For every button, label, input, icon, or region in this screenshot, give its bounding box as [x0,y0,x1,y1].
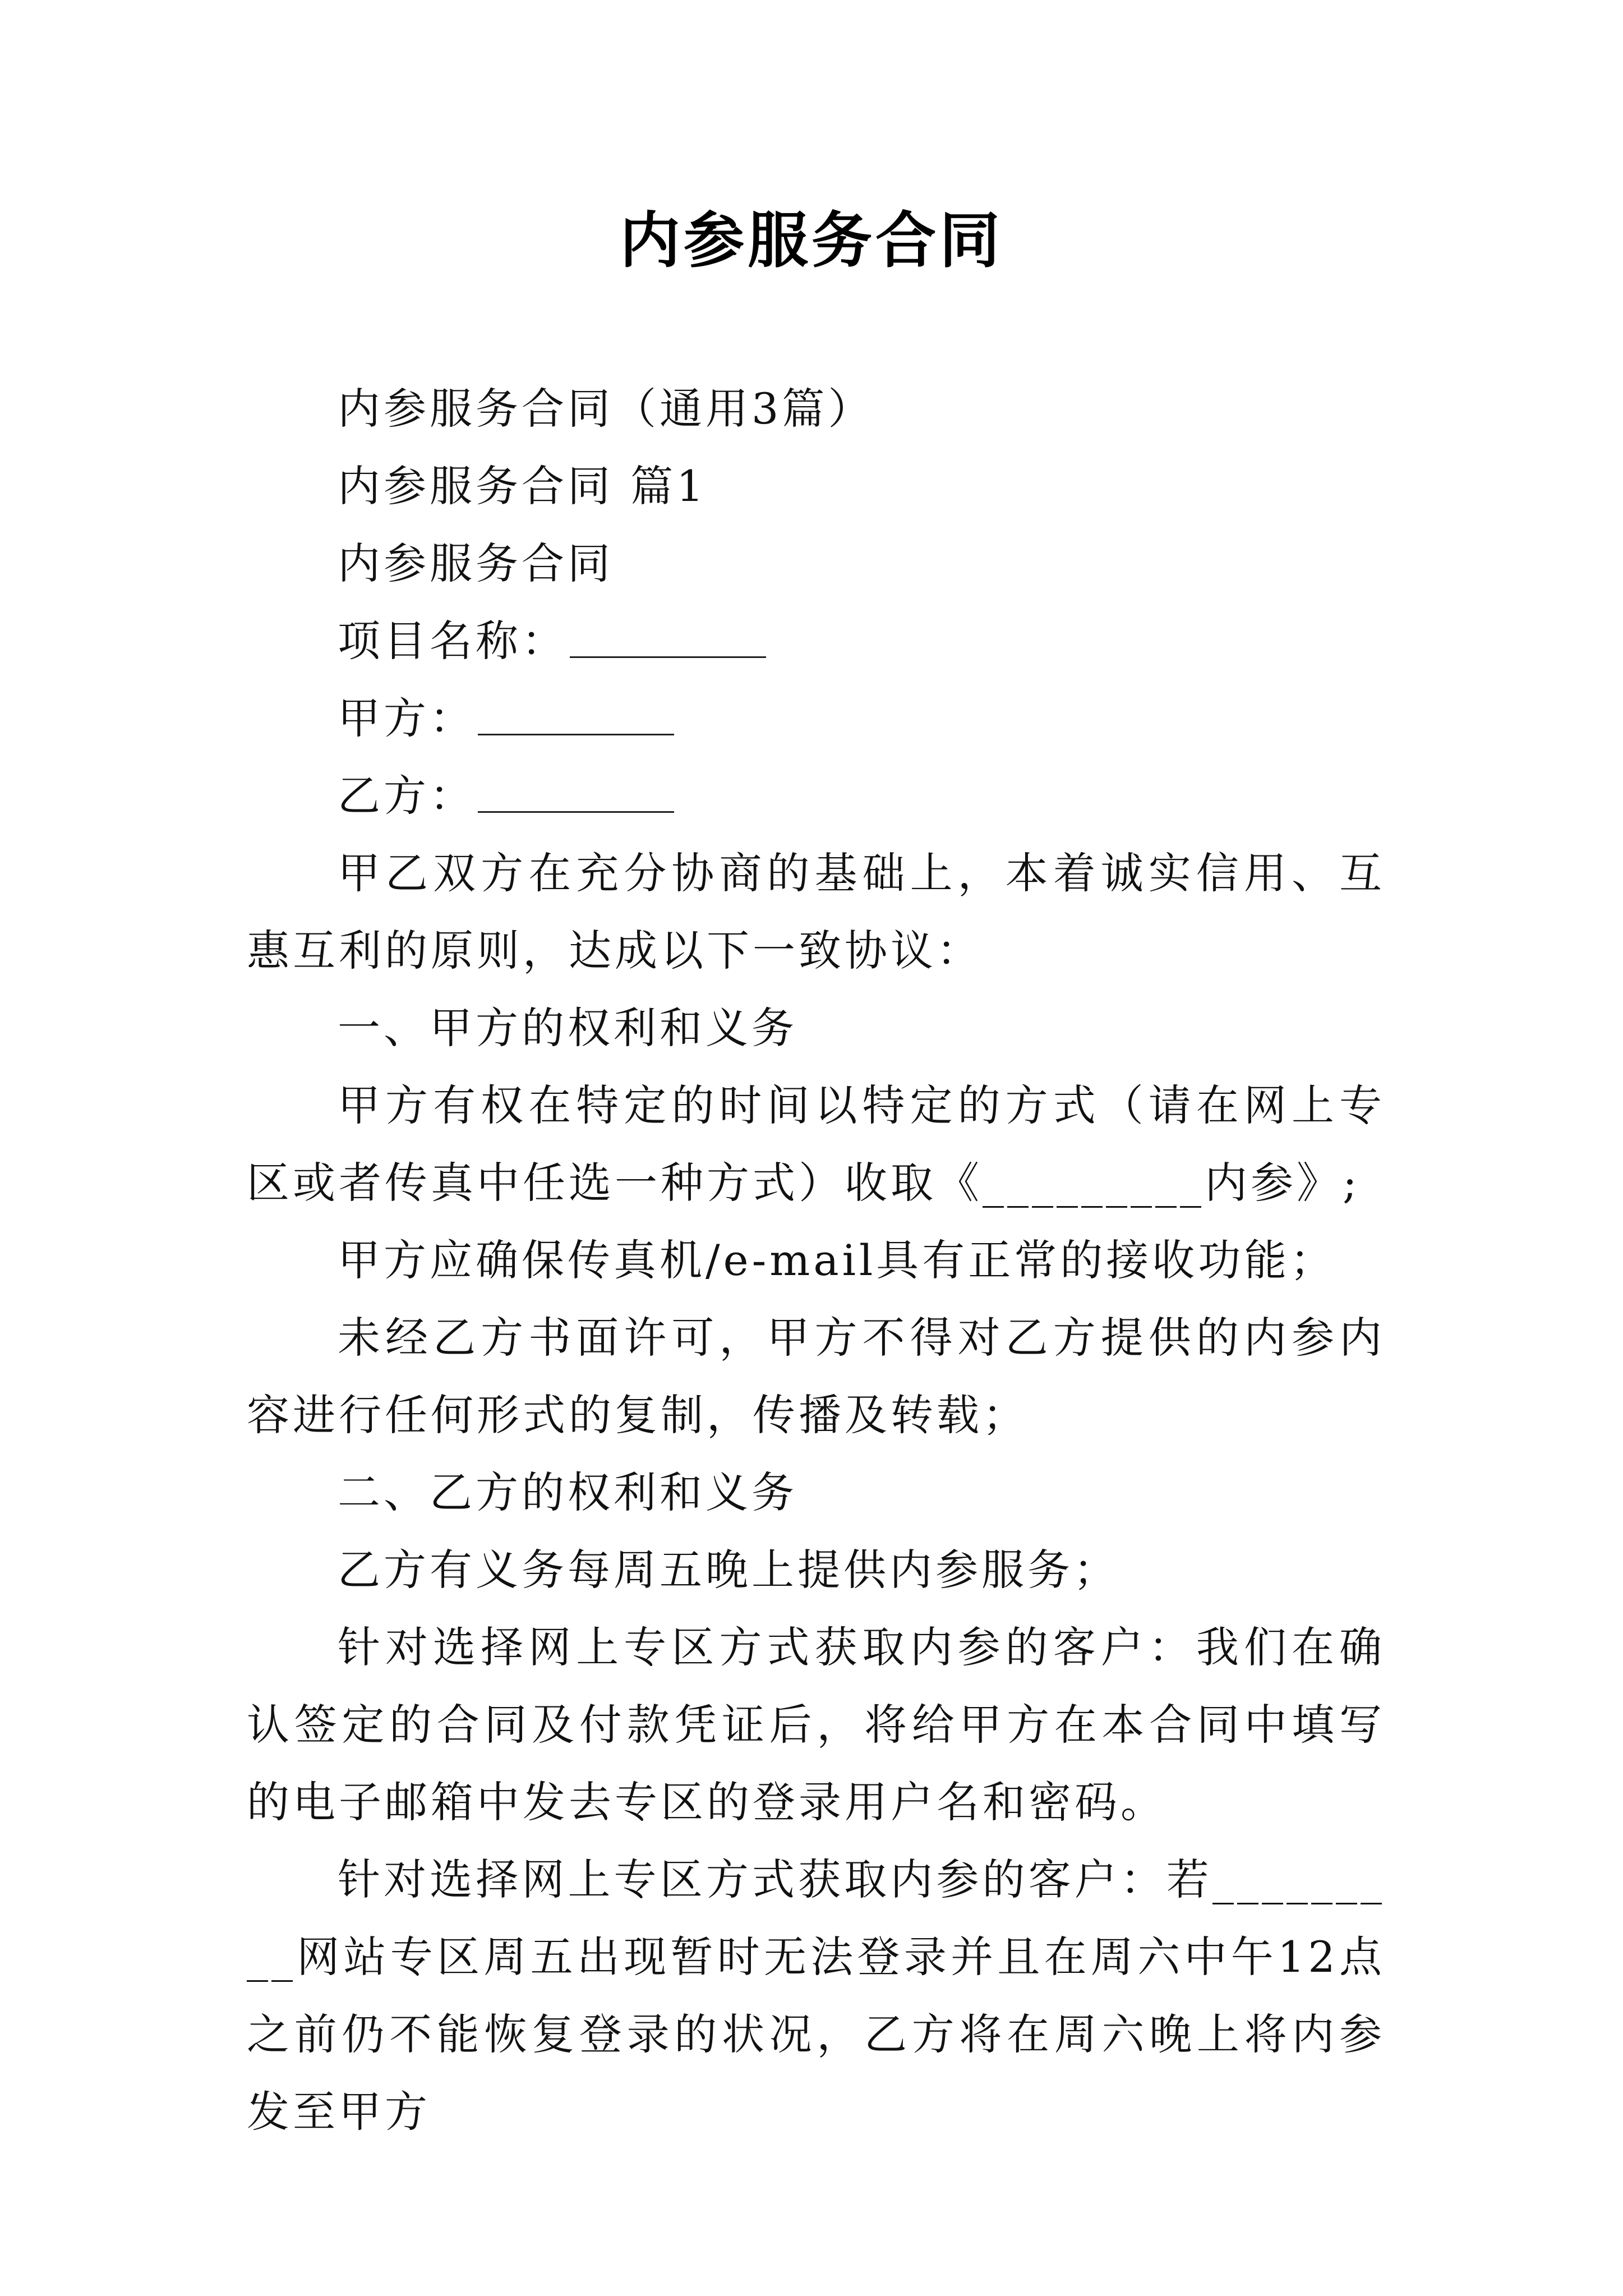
paragraph-heading-party-b-rights: 二、乙方的权利和义务 [338,1467,797,1517]
field-project-name-label: 项目名称： [338,616,568,666]
paragraph-contract-name: 内参服务合同 [338,539,614,588]
blank-line [478,693,674,735]
field-party-b [247,757,1385,835]
paragraph-preamble: 甲乙双方在充分协商的基础上，本着诚实信用、互惠互利的原则，达成以下一致协议： [247,848,1385,976]
paragraph-clause: 针对选择网上专区方式获取内参的客户：若_________网站专区周五出现暂时无法登录并且在周六中午12点之前仍不能恢复登录的状况，乙方将在周六晚上将内参发至甲方 [247,1855,1385,2137]
paragraph-clause: 针对选择网上专区方式获取内参的客户：我们在确认签定的合同及付款凭证后，将给甲方在本合同中填写的电子邮箱中发去专区的登录用户名和密码。 [247,1622,1385,1827]
blank-line [570,616,766,658]
paragraph-section-heading: 内参服务合同 篇1 [338,461,707,511]
document-title: 内参服务合同 [619,206,1003,276]
blank-line [478,771,674,813]
field-party-a [247,680,1385,757]
paragraph-clause: 乙方有义务每周五晚上提供内参服务； [338,1545,1119,1595]
paragraph-heading-party-a-rights: 一、甲方的权利和义务 [338,1003,797,1053]
paragraph-subtitle: 内参服务合同（通用3篇） [338,384,874,434]
paragraph-clause: 未经乙方书面许可，甲方不得对乙方提供的内参内容进行任何形式的复制，传播及转载； [247,1313,1385,1440]
field-project-name [247,602,1385,680]
document-body [247,370,1385,2151]
field-party-a-label: 甲方： [338,693,476,743]
paragraph-clause: 甲方应确保传真机/e-mail具有正常的接收功能； [338,1235,1336,1285]
paragraph-clause: 甲方有权在特定的时间以特定的方式（请在网上专区或者传真中任选一种方式）收取《_________内参》; [247,1080,1385,1208]
field-party-b-label: 乙方： [338,771,476,821]
